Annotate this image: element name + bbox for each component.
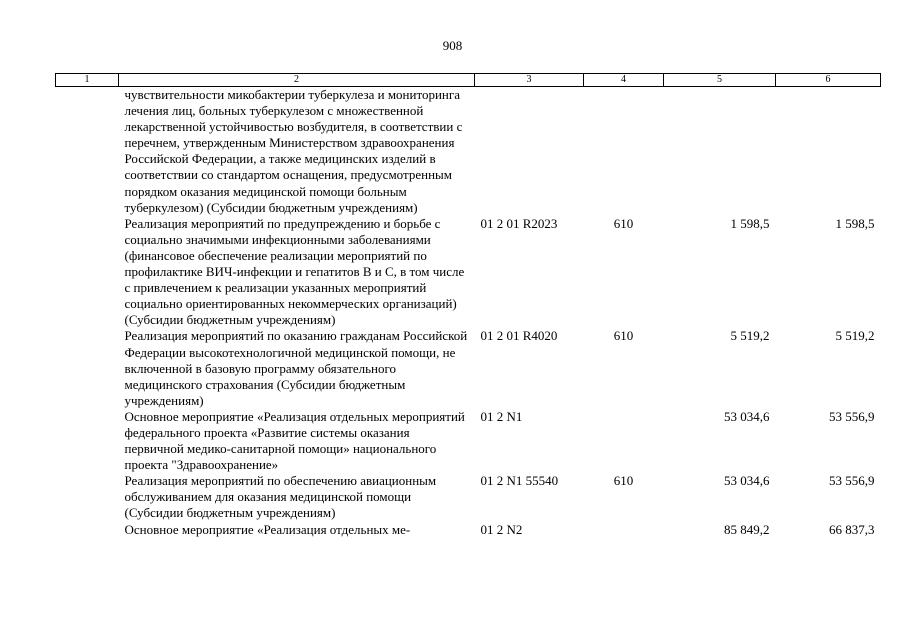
- row-name: Реализация мероприятий по обеспечению авиационным обслуживанием для оказания медицинской помощи (Субсидии бюджетным учреждениям): [124, 473, 437, 521]
- page-number: 908: [442, 38, 463, 53]
- col-header-6: 6: [776, 74, 881, 87]
- table-row: [56, 87, 881, 216]
- cell-empty: [56, 473, 119, 521]
- table-row: [56, 328, 881, 408]
- row-code: [475, 87, 584, 216]
- col-header-5: 5: [664, 74, 776, 87]
- row-amount-2: [776, 87, 881, 216]
- row-amount-2: 53 556,9: [829, 408, 875, 424]
- row-type: [584, 87, 664, 216]
- row-type: 610: [613, 328, 634, 344]
- cell-empty: [56, 409, 119, 473]
- cell-empty: [56, 87, 119, 216]
- table-row: [56, 473, 881, 521]
- row-name: Основное мероприятие «Реализация отдельных мероприятий федерального проекта «Развитие системы оказания первичной медико-санитарной помощи» национального проекта "Здравоохранение»: [124, 408, 465, 473]
- cell-empty: [56, 216, 119, 329]
- table-row: [56, 409, 881, 473]
- row-name: чувствительности микобактерии туберкулеза и мониторинга лечения лиц, больных туберкулезом с множественной лекарственной устойчивостью возбудителя, в соответствии с перечнем, утвержденным Министерством здравоохранения Российской Федерации, а также медицинских изделий в соответствии со стандартом оснащения, предусмотренным порядком оказания медицинской помощи больным туберкулезом) (Субсидии бюджетным учреждениям): [124, 87, 463, 215]
- table-row: [56, 522, 881, 538]
- row-amount-2: 5 519,2: [835, 328, 875, 344]
- row-code: 01 2 01 R4020: [480, 328, 558, 344]
- col-header-2: 2: [119, 74, 475, 87]
- row-type: [584, 409, 664, 473]
- row-amount-1: 1 598,5: [730, 215, 770, 231]
- row-amount-2: 66 837,3: [829, 521, 875, 537]
- row-amount-1: 5 519,2: [730, 328, 770, 344]
- row-type: 610: [613, 473, 634, 489]
- row-code: 01 2 01 R2023: [480, 215, 558, 231]
- budget-table: [55, 73, 881, 538]
- row-type: 610: [613, 215, 634, 231]
- header-row: [56, 74, 881, 87]
- col-header-3: 3: [475, 74, 584, 87]
- row-amount-1: 53 034,6: [724, 473, 770, 489]
- row-code: 01 2 N2: [480, 521, 523, 537]
- row-name: Основное мероприятие «Реализация отдельных ме-: [124, 521, 411, 537]
- row-amount-1: 85 849,2: [724, 521, 770, 537]
- row-amount-2: 1 598,5: [835, 215, 875, 231]
- row-code: 01 2 N1 55540: [480, 473, 559, 489]
- table-row: [56, 216, 881, 329]
- col-header-1: 1: [56, 74, 119, 87]
- row-amount-1: [664, 87, 776, 216]
- cell-empty: [56, 522, 119, 538]
- row-name: Реализация мероприятий по предупреждению и борьбе с социально значимыми инфекционными заболеваниями (финансовое обеспечение реализации мероприятий по профилактике ВИЧ-инфекции и гепатитов В и С, в том числе с привлечением к реализации указанных мероприятий социально ориентированных некоммерческих организаций) (Субсидии бюджетным учреждениям): [124, 215, 465, 328]
- row-type: [584, 522, 664, 538]
- row-code: 01 2 N1: [480, 408, 523, 424]
- row-amount-1: 53 034,6: [724, 408, 770, 424]
- row-amount-2: 53 556,9: [829, 473, 875, 489]
- col-header-4: 4: [584, 74, 664, 87]
- cell-empty: [56, 328, 119, 408]
- row-name: Реализация мероприятий по оказанию гражданам Российской Федерации высокотехнологичной медицинской помощи, не включенной в базовую программу обязательного медицинского страхования (Субсидии бюджетным учреждениям): [124, 328, 468, 408]
